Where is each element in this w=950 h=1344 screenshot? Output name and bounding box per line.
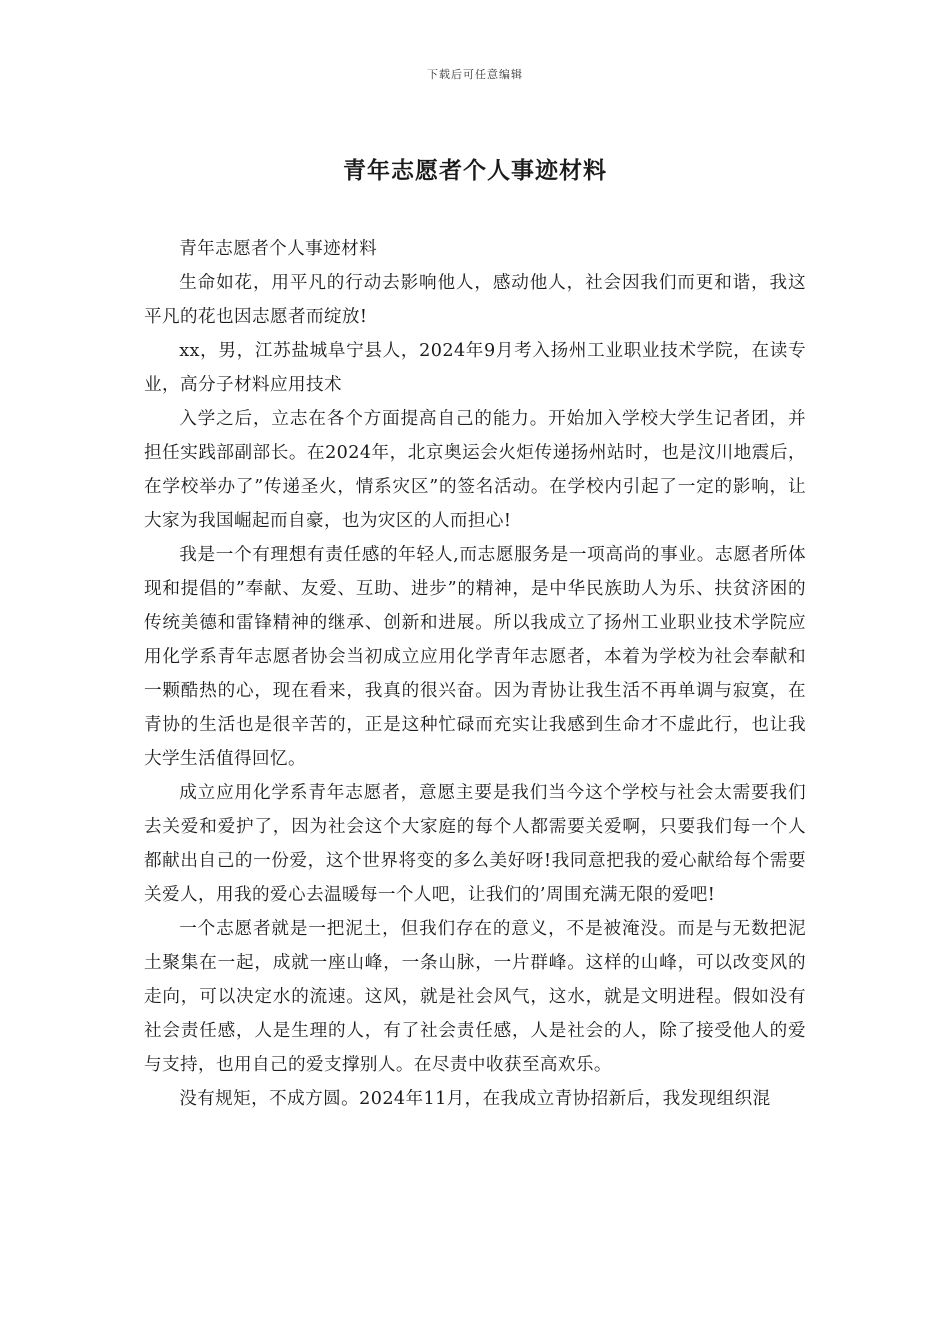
paragraph: 入学之后，立志在各个方面提高自己的能力。开始加入学校大学生记者团，并担任实践部副部长。在2024年，北京奥运会火炬传递扬州站时，也是汶川地震后，在学校举办了”传递圣火，情系灾区”的签名活动。在学校内引起了一定的影响，让大家为我国崛起而自豪，也为灾区的人而担心! (144, 409, 806, 531)
document-title: 青年志愿者个人事迹材料 (343, 157, 607, 184)
paragraph: 没有规矩，不成方圆。2024年11月，在我成立青协招新后，我发现组织混 (179, 1089, 771, 1109)
paragraph: 生命如花，用平凡的行动去影响他人，感动他人，社会因我们而更和谐，我这平凡的花也因志愿者而绽放! (144, 273, 806, 327)
document-body (144, 232, 806, 1116)
paragraph: 成立应用化学系青年志愿者，意愿主要是我们当今这个学校与社会太需要我们去关爱和爱护了，因为社会这个大家庭的每个人都需要关爱啊，只要我们每一个人都献出自己的一份爱，这个世界将变的多么美好呀!我同意把我的爱心献给每个需要关爱人，用我的爱心去温暖每一个人吧，让我们的’周围充满无限的爱吧! (144, 783, 806, 905)
paragraph-subtitle: 青年志愿者个人事迹材料 (179, 239, 378, 259)
paragraph: 我是一个有理想有责任感的年轻人,而志愿服务是一项高尚的事业。志愿者所体现和提倡的”奉献、友爱、互助、进步”的精神，是中华民族助人为乐、扶贫济困的传统美德和雷锋精神的继承、创新和进展。所以我成立了扬州工业职业技术学院应用化学系青年志愿者协会当初成立应用化学青年志愿者，本着为学校为社会奉献和一颗酷热的心，现在看来，我真的很兴奋。因为青协让我生活不再单调与寂寞，在青协的生活也是很辛苦的，正是这种忙碌而充实让我感到生命才不虚此行，也让我大学生活值得回忆。 (144, 545, 806, 769)
paragraph: xx，男，江苏盐城阜宁县人，2024年9月考入扬州工业职业技术学院，在读专业，高分子材料应用技术 (144, 341, 806, 395)
page-header-note: 下载后可任意编辑 (427, 68, 523, 81)
paragraph: 一个志愿者就是一把泥土，但我们存在的意义，不是被淹没。而是与无数把泥土聚集在一起，成就一座山峰，一条山脉，一片群峰。这样的山峰，可以改变风的走向，可以决定水的流速。这风，就是社会风气，这水，就是文明进程。假如没有社会责任感，人是生理的人，有了社会责任感，人是社会的人，除了接受他人的爱与支持，也用自己的爱支撑别人。在尽责中收获至高欢乐。 (144, 919, 806, 1075)
